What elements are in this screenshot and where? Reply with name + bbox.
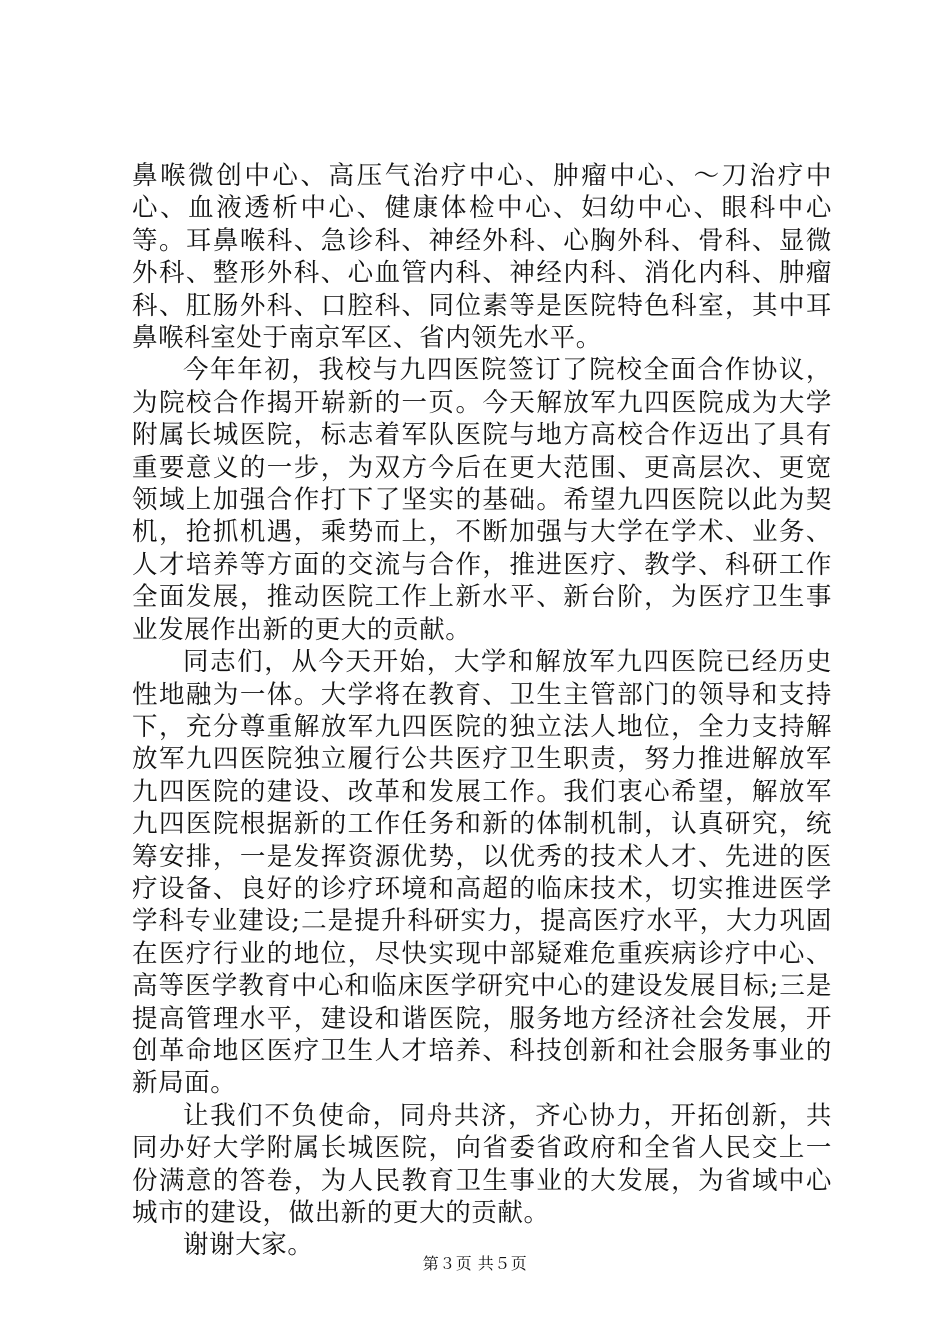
document-body	[132, 160, 832, 1262]
paragraph-thanks: 谢谢大家。	[183, 1230, 314, 1261]
paragraph-closing-call: 让我们不负使命，同舟共济，齐心协力，开拓创新，共同办好大学附属长城医院，向省委省政府和全省人民交上一份满意的答卷，为人民教育卫生事业的大发展，为省域中心城市的建设，做出新的更大的贡献。	[132, 1100, 832, 1228]
paragraph-departments: 鼻喉微创中心、高压气治疗中心、肿瘤中心、～刀治疗中心、血液透析中心、健康体检中心、妇幼中心、眼科中心等。耳鼻喉科、急诊科、神经外科、心胸外科、骨科、显微外科、整形外科、心血管内科、神经内科、消化内科、肿瘤科、肛肠外科、口腔科、同位素等是医院特色科室，其中耳鼻喉科室处于南京军区、省内领先水平。	[132, 161, 832, 354]
page-footer	[0, 1251, 950, 1274]
paragraph-cooperation-agreement: 今年年初，我校与九四医院签订了院校全面合作协议，为院校合作揭开崭新的一页。今天解放军九四医院成为大学附属长城医院，标志着军队医院与地方高校合作迈出了具有重要意义的一步，为双方今后在更大范围、更高层次、更宽领域上加强合作打下了坚实的基础。希望九四医院以此为契机，抢抓机遇，乘势而上，不断加强与大学在学术、业务、人才培养等方面的交流与合作，推进医疗、教学、科研工作全面发展，推动医院工作上新水平、新台阶，为医疗卫生事业发展作出新的更大的贡献。	[132, 355, 832, 645]
paragraph-integration: 同志们，从今天开始，大学和解放军九四医院已经历史性地融为一体。大学将在教育、卫生主管部门的领导和支持下，充分尊重解放军九四医院的独立法人地位，全力支持解放军九四医院独立履行公共医疗卫生职责，努力推进解放军九四医院的建设、改革和发展工作。我们衷心希望，解放军九四医院根据新的工作任务和新的体制机制，认真研究，统筹安排，一是发挥资源优势，以优秀的技术人才、先进的医疗设备、良好的诊疗环境和高超的临床技术，切实推进医学学科专业建设;二是提升科研实力，提高医疗水平，大力巩固在医疗行业的地位，尽快实现中部疑难危重疾病诊疗中心、高等医学教育中心和临床医学研究中心的建设发展目标;三是提高管理水平，建设和谐医院，服务地方经济社会发展，开创革命地区医疗卫生人才培养、科技创新和社会服务事业的新局面。	[132, 647, 832, 1099]
page-number-label: 第３页 共５页	[422, 1254, 528, 1273]
